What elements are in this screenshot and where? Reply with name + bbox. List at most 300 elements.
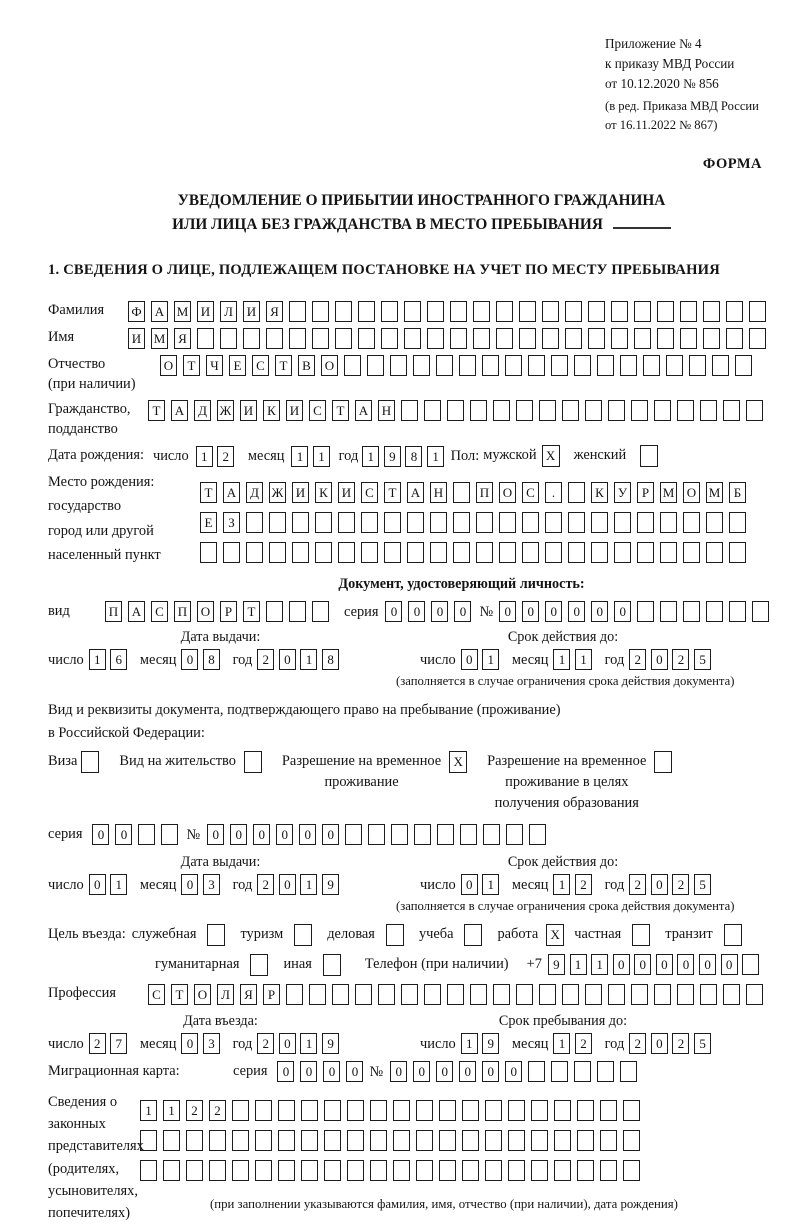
char-cell[interactable] [447, 400, 464, 421]
char-cell[interactable] [508, 1100, 525, 1121]
char-cell[interactable] [404, 301, 421, 322]
char-cell[interactable] [680, 301, 697, 322]
purpose-humanitarian-checkbox[interactable] [250, 954, 274, 976]
char-cell[interactable] [542, 301, 559, 322]
char-cell[interactable]: 8 [203, 649, 220, 670]
char-cell[interactable] [726, 301, 743, 322]
char-cell[interactable] [309, 984, 326, 1005]
char-cell[interactable]: 0 [181, 1033, 198, 1054]
char-cell[interactable] [531, 1130, 548, 1151]
char-cell[interactable]: . [545, 482, 562, 503]
char-cell[interactable] [554, 1130, 571, 1151]
char-cell[interactable] [315, 542, 332, 563]
char-cell[interactable] [407, 512, 424, 533]
char-cell[interactable] [565, 301, 582, 322]
char-cell[interactable] [608, 984, 625, 1005]
char-cell[interactable] [384, 542, 401, 563]
char-cell[interactable] [292, 512, 309, 533]
char-cell[interactable]: Я [266, 301, 283, 322]
char-cell[interactable] [286, 984, 303, 1005]
char-cell[interactable]: 0 [499, 601, 516, 622]
char-cell[interactable] [476, 512, 493, 533]
char-cell[interactable] [407, 542, 424, 563]
char-cell[interactable] [424, 984, 441, 1005]
char-cell[interactable]: 2 [257, 874, 274, 895]
patronymic-input[interactable] [160, 355, 758, 376]
char-cell[interactable] [539, 984, 556, 1005]
char-cell[interactable]: 0 [614, 601, 631, 622]
char-cell[interactable]: 0 [568, 601, 585, 622]
char-cell[interactable] [424, 400, 441, 421]
char-cell[interactable]: 1 [362, 446, 379, 467]
char-cell[interactable]: К [315, 482, 332, 503]
char-cell[interactable]: Р [220, 601, 237, 622]
char-cell[interactable]: А [223, 482, 240, 503]
purpose-official-checkbox[interactable] [207, 924, 231, 946]
char-cell[interactable] [367, 355, 384, 376]
char-cell[interactable]: 0 [461, 874, 478, 895]
char-cell[interactable] [577, 1130, 594, 1151]
char-cell[interactable]: Р [637, 482, 654, 503]
char-cell[interactable]: С [252, 355, 269, 376]
entry-year[interactable] [257, 1033, 343, 1054]
char-cell[interactable]: 3 [203, 1033, 220, 1054]
char-cell[interactable] [338, 512, 355, 533]
char-cell[interactable] [565, 328, 582, 349]
char-cell[interactable] [393, 1100, 410, 1121]
char-cell[interactable] [370, 1100, 387, 1121]
char-cell[interactable]: 2 [186, 1100, 203, 1121]
char-cell[interactable]: А [407, 482, 424, 503]
purpose-tourism-checkbox[interactable] [294, 924, 318, 946]
residence-expiry-day[interactable] [461, 874, 504, 895]
char-cell[interactable] [460, 824, 477, 845]
char-cell[interactable]: 0 [721, 954, 738, 975]
char-cell[interactable]: 2 [575, 874, 592, 895]
char-cell[interactable] [611, 328, 628, 349]
char-cell[interactable]: 1 [427, 446, 444, 467]
char-cell[interactable] [255, 1100, 272, 1121]
char-cell[interactable] [496, 301, 513, 322]
char-cell[interactable]: В [298, 355, 315, 376]
char-cell[interactable]: 9 [322, 874, 339, 895]
char-cell[interactable] [450, 328, 467, 349]
char-cell[interactable] [680, 328, 697, 349]
char-cell[interactable]: 8 [322, 649, 339, 670]
char-cell[interactable]: Ж [269, 482, 286, 503]
char-cell[interactable]: 0 [699, 954, 716, 975]
char-cell[interactable] [401, 400, 418, 421]
temp-residence-edu-checkbox[interactable] [654, 751, 678, 773]
legal-reps-line1[interactable] [140, 1100, 646, 1121]
residence-permit-checkbox[interactable] [244, 751, 268, 773]
char-cell[interactable]: 0 [413, 1061, 430, 1082]
char-cell[interactable]: 0 [436, 1061, 453, 1082]
char-cell[interactable]: 0 [651, 874, 668, 895]
char-cell[interactable] [453, 482, 470, 503]
char-cell[interactable] [232, 1100, 249, 1121]
char-cell[interactable] [197, 328, 214, 349]
char-cell[interactable]: 5 [694, 1033, 711, 1054]
char-cell[interactable] [390, 355, 407, 376]
char-cell[interactable] [476, 542, 493, 563]
char-cell[interactable]: 0 [277, 1061, 294, 1082]
char-cell[interactable] [654, 400, 671, 421]
gender-female-checkbox[interactable] [640, 445, 664, 467]
char-cell[interactable] [634, 301, 651, 322]
char-cell[interactable]: 0 [591, 601, 608, 622]
purpose-study-checkbox[interactable] [464, 924, 488, 946]
residence-number-input[interactable] [207, 824, 552, 845]
char-cell[interactable]: 1 [300, 874, 317, 895]
char-cell[interactable] [266, 601, 283, 622]
char-cell[interactable]: 2 [257, 649, 274, 670]
identity-issue-year[interactable] [257, 649, 343, 670]
purpose-work-checkbox[interactable] [546, 924, 570, 946]
char-cell[interactable]: 0 [459, 1061, 476, 1082]
char-cell[interactable] [742, 954, 759, 975]
char-cell[interactable] [706, 512, 723, 533]
char-cell[interactable]: И [243, 301, 260, 322]
char-cell[interactable] [637, 512, 654, 533]
residence-expiry-month[interactable] [553, 874, 596, 895]
char-cell[interactable]: 0 [346, 1061, 363, 1082]
char-cell[interactable] [677, 984, 694, 1005]
char-cell[interactable] [278, 1100, 295, 1121]
char-cell[interactable] [611, 301, 628, 322]
char-cell[interactable]: Е [200, 512, 217, 533]
char-cell[interactable] [608, 400, 625, 421]
char-cell[interactable] [585, 400, 602, 421]
char-cell[interactable]: Д [194, 400, 211, 421]
char-cell[interactable]: 0 [230, 824, 247, 845]
profession-input[interactable] [148, 984, 769, 1005]
char-cell[interactable]: 1 [570, 954, 587, 975]
char-cell[interactable] [637, 542, 654, 563]
char-cell[interactable] [246, 512, 263, 533]
char-cell[interactable] [301, 1130, 318, 1151]
char-cell[interactable]: 1 [313, 446, 330, 467]
char-cell[interactable] [632, 924, 650, 946]
char-cell[interactable] [324, 1100, 341, 1121]
char-cell[interactable]: 0 [677, 954, 694, 975]
char-cell[interactable] [200, 542, 217, 563]
char-cell[interactable] [462, 1100, 479, 1121]
char-cell[interactable] [447, 984, 464, 1005]
char-cell[interactable] [482, 355, 499, 376]
char-cell[interactable] [462, 1130, 479, 1151]
char-cell[interactable]: П [476, 482, 493, 503]
char-cell[interactable] [614, 542, 631, 563]
char-cell[interactable]: 2 [629, 1033, 646, 1054]
char-cell[interactable] [568, 512, 585, 533]
char-cell[interactable] [657, 328, 674, 349]
identity-issue-month[interactable] [181, 649, 224, 670]
birth-place-line1[interactable] [200, 482, 752, 503]
char-cell[interactable]: Т [171, 984, 188, 1005]
char-cell[interactable]: 3 [203, 874, 220, 895]
char-cell[interactable] [706, 601, 723, 622]
char-cell[interactable]: О [499, 482, 516, 503]
char-cell[interactable] [413, 355, 430, 376]
char-cell[interactable] [289, 601, 306, 622]
char-cell[interactable]: З [223, 512, 240, 533]
char-cell[interactable] [654, 751, 672, 773]
char-cell[interactable] [643, 355, 660, 376]
char-cell[interactable] [591, 512, 608, 533]
char-cell[interactable]: 0 [207, 824, 224, 845]
char-cell[interactable] [335, 301, 352, 322]
char-cell[interactable]: С [151, 601, 168, 622]
char-cell[interactable] [323, 954, 341, 976]
char-cell[interactable]: 0 [454, 601, 471, 622]
char-cell[interactable] [437, 824, 454, 845]
char-cell[interactable] [545, 512, 562, 533]
birth-place-line2[interactable] [200, 512, 752, 533]
char-cell[interactable]: X [546, 924, 564, 946]
char-cell[interactable] [439, 1130, 456, 1151]
char-cell[interactable] [220, 328, 237, 349]
char-cell[interactable] [269, 542, 286, 563]
char-cell[interactable] [404, 328, 421, 349]
char-cell[interactable] [324, 1130, 341, 1151]
char-cell[interactable] [401, 984, 418, 1005]
char-cell[interactable] [483, 824, 500, 845]
char-cell[interactable]: 0 [461, 649, 478, 670]
char-cell[interactable] [637, 601, 654, 622]
char-cell[interactable] [416, 1100, 433, 1121]
char-cell[interactable] [545, 542, 562, 563]
char-cell[interactable]: 0 [300, 1061, 317, 1082]
visa-checkbox[interactable] [81, 751, 105, 773]
char-cell[interactable] [81, 751, 99, 773]
char-cell[interactable] [244, 751, 262, 773]
char-cell[interactable]: М [151, 328, 168, 349]
char-cell[interactable] [163, 1130, 180, 1151]
char-cell[interactable] [209, 1130, 226, 1151]
char-cell[interactable] [600, 1130, 617, 1151]
char-cell[interactable] [729, 542, 746, 563]
entry-month[interactable] [181, 1033, 224, 1054]
char-cell[interactable] [453, 542, 470, 563]
temp-residence-checkbox[interactable] [449, 751, 473, 773]
char-cell[interactable] [499, 542, 516, 563]
char-cell[interactable]: С [309, 400, 326, 421]
char-cell[interactable]: Р [263, 984, 280, 1005]
char-cell[interactable]: Т [275, 355, 292, 376]
purpose-private-checkbox[interactable] [632, 924, 656, 946]
char-cell[interactable] [516, 984, 533, 1005]
char-cell[interactable]: 1 [300, 1033, 317, 1054]
char-cell[interactable]: Я [174, 328, 191, 349]
char-cell[interactable] [436, 355, 453, 376]
char-cell[interactable] [485, 1130, 502, 1151]
char-cell[interactable] [289, 301, 306, 322]
char-cell[interactable] [223, 542, 240, 563]
char-cell[interactable] [689, 355, 706, 376]
char-cell[interactable]: 0 [322, 824, 339, 845]
birth-place-line3[interactable] [200, 542, 752, 563]
char-cell[interactable] [574, 1061, 591, 1082]
char-cell[interactable]: А [128, 601, 145, 622]
char-cell[interactable]: Л [217, 984, 234, 1005]
char-cell[interactable]: Ж [217, 400, 234, 421]
birth-month-input[interactable] [291, 446, 334, 467]
char-cell[interactable] [312, 328, 329, 349]
char-cell[interactable]: 0 [651, 649, 668, 670]
residence-issue-year[interactable] [257, 874, 343, 895]
char-cell[interactable] [585, 984, 602, 1005]
char-cell[interactable]: 1 [461, 1033, 478, 1054]
char-cell[interactable] [519, 301, 536, 322]
char-cell[interactable] [588, 328, 605, 349]
char-cell[interactable]: 8 [405, 446, 422, 467]
char-cell[interactable] [657, 301, 674, 322]
entry-day[interactable] [89, 1033, 132, 1054]
char-cell[interactable]: И [338, 482, 355, 503]
char-cell[interactable]: 0 [115, 824, 132, 845]
char-cell[interactable]: 0 [482, 1061, 499, 1082]
char-cell[interactable]: 2 [257, 1033, 274, 1054]
char-cell[interactable]: С [361, 482, 378, 503]
char-cell[interactable] [381, 301, 398, 322]
char-cell[interactable] [600, 1100, 617, 1121]
char-cell[interactable] [723, 400, 740, 421]
char-cell[interactable] [522, 542, 539, 563]
identity-expiry-year[interactable] [629, 649, 715, 670]
char-cell[interactable]: О [194, 984, 211, 1005]
char-cell[interactable]: Т [243, 601, 260, 622]
citizenship-input[interactable] [148, 400, 769, 421]
char-cell[interactable] [427, 328, 444, 349]
doc-series-input[interactable] [385, 601, 477, 622]
char-cell[interactable] [683, 601, 700, 622]
char-cell[interactable] [186, 1130, 203, 1151]
char-cell[interactable] [347, 1100, 364, 1121]
char-cell[interactable]: 0 [181, 874, 198, 895]
char-cell[interactable] [391, 824, 408, 845]
until-year[interactable] [629, 1033, 715, 1054]
char-cell[interactable]: 0 [299, 824, 316, 845]
char-cell[interactable] [459, 355, 476, 376]
char-cell[interactable]: 0 [505, 1061, 522, 1082]
char-cell[interactable] [620, 355, 637, 376]
char-cell[interactable] [358, 328, 375, 349]
char-cell[interactable]: О [160, 355, 177, 376]
char-cell[interactable]: 0 [279, 1033, 296, 1054]
char-cell[interactable]: 1 [291, 446, 308, 467]
char-cell[interactable] [207, 924, 225, 946]
char-cell[interactable] [378, 984, 395, 1005]
char-cell[interactable] [539, 400, 556, 421]
char-cell[interactable] [386, 924, 404, 946]
char-cell[interactable]: М [174, 301, 191, 322]
char-cell[interactable] [726, 328, 743, 349]
char-cell[interactable] [315, 512, 332, 533]
residence-issue-month[interactable] [181, 874, 224, 895]
char-cell[interactable]: Т [148, 400, 165, 421]
char-cell[interactable] [620, 1061, 637, 1082]
char-cell[interactable]: 1 [140, 1100, 157, 1121]
char-cell[interactable]: И [128, 328, 145, 349]
legal-reps-line2[interactable] [140, 1130, 646, 1151]
char-cell[interactable]: 0 [613, 954, 630, 975]
char-cell[interactable] [660, 601, 677, 622]
char-cell[interactable]: 9 [384, 446, 401, 467]
char-cell[interactable] [506, 824, 523, 845]
char-cell[interactable] [528, 355, 545, 376]
char-cell[interactable] [278, 1130, 295, 1151]
char-cell[interactable] [473, 301, 490, 322]
char-cell[interactable] [470, 984, 487, 1005]
char-cell[interactable]: 2 [629, 874, 646, 895]
char-cell[interactable]: С [522, 482, 539, 503]
char-cell[interactable] [370, 1130, 387, 1151]
char-cell[interactable]: И [292, 482, 309, 503]
char-cell[interactable]: 1 [89, 649, 106, 670]
char-cell[interactable] [574, 355, 591, 376]
char-cell[interactable] [623, 1100, 640, 1121]
char-cell[interactable] [347, 1130, 364, 1151]
char-cell[interactable] [355, 984, 372, 1005]
char-cell[interactable]: А [355, 400, 372, 421]
char-cell[interactable]: 1 [553, 1033, 570, 1054]
char-cell[interactable] [591, 542, 608, 563]
char-cell[interactable] [623, 1130, 640, 1151]
char-cell[interactable] [729, 512, 746, 533]
birth-year-input[interactable] [362, 446, 448, 467]
char-cell[interactable]: О [321, 355, 338, 376]
char-cell[interactable] [470, 400, 487, 421]
identity-expiry-month[interactable] [553, 649, 596, 670]
residence-series-input[interactable] [92, 824, 184, 845]
char-cell[interactable]: И [197, 301, 214, 322]
char-cell[interactable]: К [591, 482, 608, 503]
char-cell[interactable]: 1 [553, 649, 570, 670]
char-cell[interactable] [746, 984, 763, 1005]
char-cell[interactable] [712, 355, 729, 376]
char-cell[interactable]: М [706, 482, 723, 503]
char-cell[interactable] [368, 824, 385, 845]
char-cell[interactable]: 0 [545, 601, 562, 622]
char-cell[interactable]: И [286, 400, 303, 421]
char-cell[interactable]: 0 [385, 601, 402, 622]
char-cell[interactable]: Т [200, 482, 217, 503]
char-cell[interactable]: 5 [694, 649, 711, 670]
char-cell[interactable] [269, 512, 286, 533]
char-cell[interactable] [528, 1061, 545, 1082]
char-cell[interactable] [255, 1130, 272, 1151]
char-cell[interactable] [301, 1100, 318, 1121]
char-cell[interactable] [554, 1100, 571, 1121]
char-cell[interactable]: 1 [553, 874, 570, 895]
char-cell[interactable] [344, 355, 361, 376]
char-cell[interactable]: Т [183, 355, 200, 376]
char-cell[interactable] [683, 542, 700, 563]
char-cell[interactable]: Е [229, 355, 246, 376]
char-cell[interactable]: Т [384, 482, 401, 503]
char-cell[interactable] [703, 301, 720, 322]
char-cell[interactable] [266, 328, 283, 349]
char-cell[interactable] [439, 1100, 456, 1121]
char-cell[interactable] [597, 355, 614, 376]
until-month[interactable] [553, 1033, 596, 1054]
char-cell[interactable]: 0 [92, 824, 109, 845]
char-cell[interactable] [345, 824, 362, 845]
char-cell[interactable]: 9 [482, 1033, 499, 1054]
char-cell[interactable] [677, 400, 694, 421]
char-cell[interactable] [634, 328, 651, 349]
